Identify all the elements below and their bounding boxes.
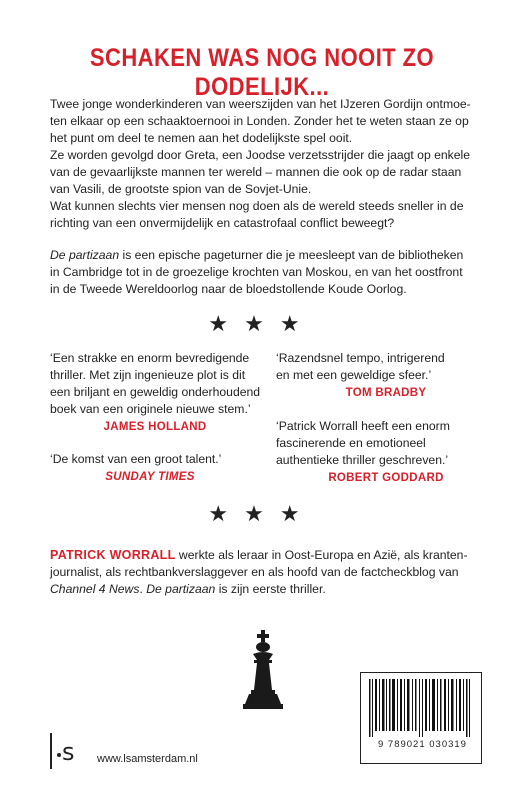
isbn-number: 9 789021 030319 xyxy=(378,739,467,750)
logo-bar xyxy=(50,733,52,769)
star-divider: ★★★ xyxy=(208,311,316,336)
star-divider: ★★★ xyxy=(208,501,316,526)
blurb-line: richting van een onvermijdelijk en catastrofaal conflict beweegt? xyxy=(50,216,395,230)
book-title: De partizaan xyxy=(50,248,120,262)
quote-line: authentieke thriller geschreven.’ xyxy=(276,453,449,467)
blurb-line: Twee jonge wonderkinderen van weerszijden van het IJzeren Gordijn ontmoe- xyxy=(50,97,471,111)
barcode xyxy=(360,672,482,764)
author-bio xyxy=(50,547,480,598)
blurb2-line xyxy=(50,247,480,264)
quote-line: ‘Razendsnel tempo, intrigerend xyxy=(276,351,445,365)
quote-line: thriller. Met zijn ingenieuze plot is dit xyxy=(50,368,246,382)
blurb-line: Wat kunnen slechts vier mensen nog doen als de wereld steeds sneller in de xyxy=(50,199,464,213)
review-quote xyxy=(276,350,496,402)
quote-source: TOM BRADBY xyxy=(345,387,427,399)
blurb2-line: in de Tweede Wereldoorlog naar de bloedstollende Koude Oorlog. xyxy=(50,282,407,296)
quote-source: JAMES HOLLAND xyxy=(103,421,207,433)
chess-king-icon xyxy=(239,630,287,710)
review-quote xyxy=(50,451,250,486)
blurb-line: ten elkaar op een schaaktoernooi in Londen. Zonder het te weten staan ze op xyxy=(50,114,469,128)
quote-source: SUNDAY TIMES xyxy=(105,471,195,483)
bio-line: journalist, als rechtbankverslaggever en als hoofd van de factcheckblog van xyxy=(50,565,459,579)
logo-letter: s xyxy=(62,738,75,766)
blurb2-line: in Cambridge tot in de groezelige krochten van Moskou, en van het oostfront xyxy=(50,265,463,279)
quote-line: ‘Een strakke en enorm bevredigende xyxy=(50,351,250,365)
quote-line: ‘De komst van een groot talent.’ xyxy=(50,452,222,466)
review-quote xyxy=(276,418,496,487)
bio-sep: . xyxy=(139,582,147,596)
blurb2-text: is een epische pageturner die je meesleept van de bibliotheken xyxy=(119,248,464,262)
review-quote xyxy=(50,350,260,436)
author-name: PATRICK WORRALL xyxy=(50,548,176,562)
quote-source: ROBERT GODDARD xyxy=(328,472,444,484)
quote-line: fascinerende en emotioneel xyxy=(276,436,426,450)
bio-text: is zijn eerste thriller. xyxy=(215,582,326,596)
quote-line: ‘Patrick Worrall heeft een enorm xyxy=(276,419,450,433)
blurb-description xyxy=(50,247,480,298)
headline: SCHAKEN WAS NOG NOOIT ZO DODELIJK... xyxy=(89,44,435,101)
bio-line xyxy=(50,547,480,564)
quote-line: en met een geweldige sfeer.’ xyxy=(276,368,432,382)
book-title: De partizaan xyxy=(146,582,216,596)
blurb-line: van de gevaarlijkste mannen ter wereld – mannen die ook op de radar staan xyxy=(50,165,462,179)
channel-name: Channel 4 News xyxy=(50,582,140,596)
blurb-line: Ze worden gevolgd door Greta, een Joodse verzetsstrijder die jaagt op enkele xyxy=(50,148,471,162)
publisher-website[interactable]: www.lsamsterdam.nl xyxy=(97,753,198,765)
bio-line xyxy=(50,581,480,598)
bio-text: werkte als leraar in Oost-Europa en Azië, als kranten- xyxy=(175,548,468,562)
blurb-line: het punt om deel te nemen aan het dodelijkste spel ooit. xyxy=(50,131,353,145)
logo-dot xyxy=(57,753,61,757)
quote-line: boek van een originele nieuwe stem.’ xyxy=(50,402,251,416)
blurb-line: van Vasili, de grootste spion van de Sovjet-Unie. xyxy=(50,182,312,196)
blurb-paragraph xyxy=(50,96,480,232)
quote-line: een briljant en geweldig onderhoudend xyxy=(50,385,261,399)
